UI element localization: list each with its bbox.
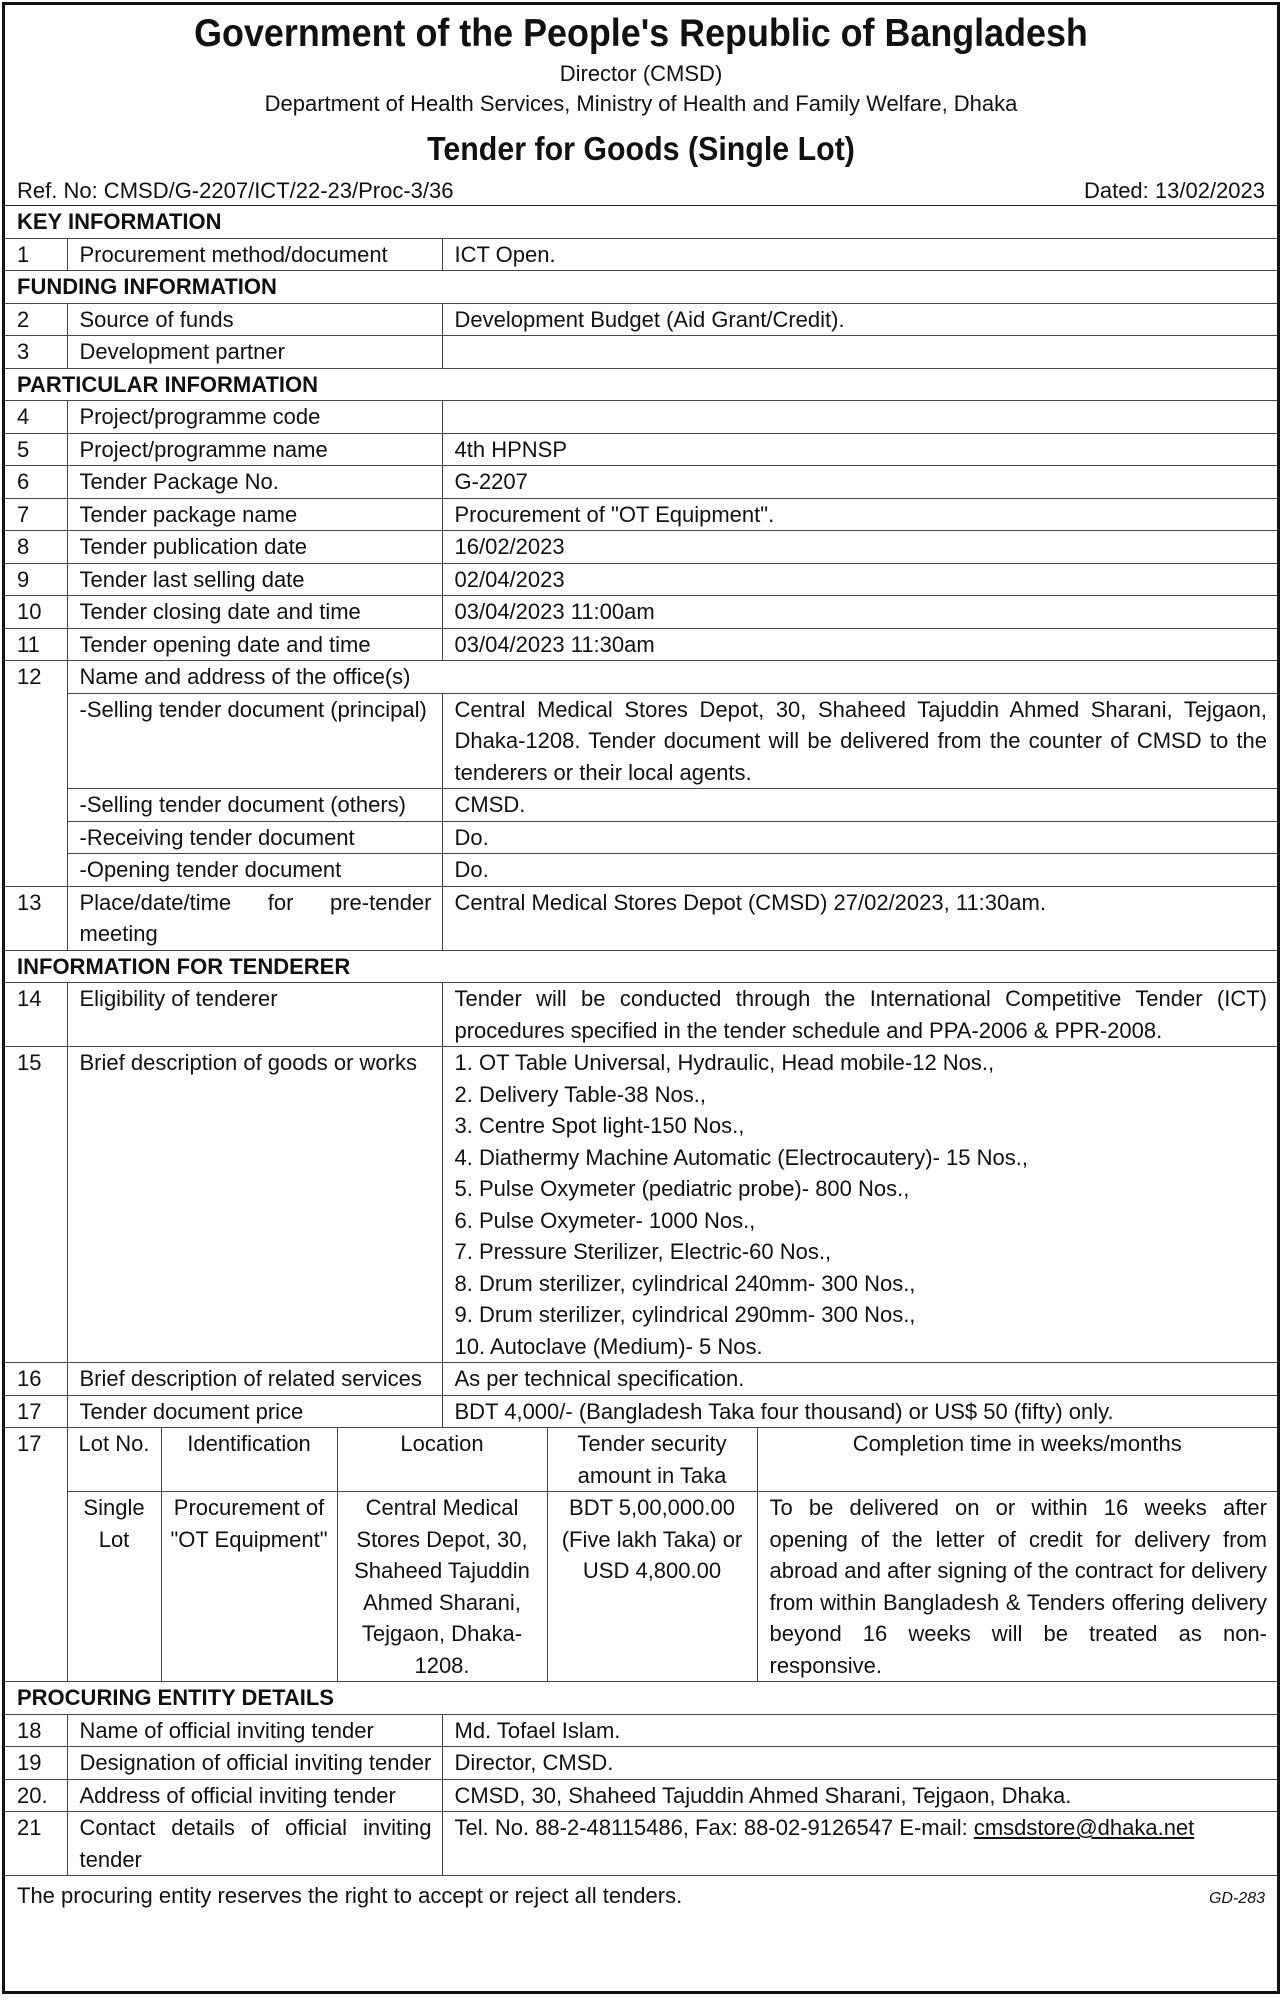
row-value: G-2207 — [442, 466, 1277, 499]
row-label: Tender last selling date — [67, 563, 442, 596]
table-row — [5, 1047, 1277, 1363]
row-value: Do. — [442, 821, 1277, 854]
row-number: 1 — [5, 238, 67, 271]
lot-table — [5, 1428, 1277, 1681]
table-row — [5, 596, 1277, 629]
section-funding-information — [5, 271, 1277, 304]
lot-table-holder — [5, 1428, 1277, 1682]
lot-row — [5, 1428, 1277, 1682]
row-label: Name and address of the office(s) — [67, 661, 1277, 694]
row-label: Tender Package No. — [67, 466, 442, 499]
table-row — [5, 1779, 1277, 1812]
table-row — [5, 1395, 1277, 1428]
row-number: 13 — [5, 886, 67, 950]
row-number-blank — [5, 789, 67, 822]
row-number: 3 — [5, 336, 67, 369]
row-label: Development partner — [67, 336, 442, 369]
row-value: Md. Tofael Islam. — [442, 1714, 1277, 1747]
row-value — [442, 401, 1277, 434]
row-value: Director, CMSD. — [442, 1747, 1277, 1780]
row-number: 7 — [5, 498, 67, 531]
identification-value: Procurement of "OT Equipment" — [161, 1492, 337, 1682]
row-number: 15 — [5, 1047, 67, 1363]
row-label: Brief description of related services — [67, 1363, 442, 1396]
row-number-blank — [5, 1492, 67, 1682]
row-value: Tender will be conducted through the International Competitive Tender (ICT) procedures specified in the tender schedule and PPA-2006 & PPR-2008. — [442, 983, 1277, 1047]
table-row — [5, 854, 1277, 887]
table-row — [5, 983, 1277, 1047]
row-value: 16/02/2023 — [442, 531, 1277, 564]
section-particular-information — [5, 368, 1277, 401]
section-procuring-entity-details — [5, 1682, 1277, 1715]
row-label: Eligibility of tenderer — [67, 983, 442, 1047]
table-row — [5, 789, 1277, 822]
table-row — [5, 1812, 1277, 1876]
row-number: 16 — [5, 1363, 67, 1396]
lot-data-row — [5, 1492, 1277, 1682]
row-number: 17 — [5, 1395, 67, 1428]
reference-line — [5, 177, 1277, 206]
row-number: 17 — [5, 1428, 67, 1492]
row-value: As per technical specification. — [442, 1363, 1277, 1396]
row-number: 9 — [5, 563, 67, 596]
row-label: Tender publication date — [67, 531, 442, 564]
row-value: CMSD. — [442, 789, 1277, 822]
table-row — [5, 1363, 1277, 1396]
row-value: 03/04/2023 11:00am — [442, 596, 1277, 629]
row-label: -Selling tender document (principal) — [67, 693, 442, 789]
table-row — [5, 433, 1277, 466]
row-value: Development Budget (Aid Grant/Credit). — [442, 303, 1277, 336]
row-label: -Opening tender document — [67, 854, 442, 887]
table-row — [5, 303, 1277, 336]
row-number: 18 — [5, 1714, 67, 1747]
table-row — [5, 886, 1277, 950]
table-row — [5, 563, 1277, 596]
row-label: Name of official inviting tender — [67, 1714, 442, 1747]
row-label: Tender package name — [67, 498, 442, 531]
row-value — [442, 336, 1277, 369]
row-label: Tender document price — [67, 1395, 442, 1428]
section-title: FUNDING INFORMATION — [5, 271, 1277, 304]
footer-note: The procuring entity reserves the right to accept or reject all tenders. — [17, 1883, 683, 1908]
security-value: BDT 5,00,000.00 (Five lakh Taka) or USD 4,800.00 — [547, 1492, 757, 1682]
table-row — [5, 336, 1277, 369]
row-number: 5 — [5, 433, 67, 466]
row-label: Project/programme code — [67, 401, 442, 434]
list-item: 4. Diathermy Machine Automatic (Electrocautery)- 15 Nos., — [454, 1144, 1028, 1170]
row-number: 6 — [5, 466, 67, 499]
section-information-for-tenderer — [5, 950, 1277, 983]
lot-header-lot: Lot No. — [67, 1428, 161, 1492]
section-key-information — [5, 206, 1277, 238]
list-item: 3. Centre Spot light-150 Nos., — [454, 1113, 745, 1138]
row-value: CMSD, 30, Shaheed Tajuddin Ahmed Sharani, Tejgaon, Dhaka. — [442, 1779, 1277, 1812]
row-number-blank — [5, 821, 67, 854]
location-value: Central Medical Stores Depot, 30, Shaheed Tajuddin Ahmed Sharani, Tejgaon, Dhaka-1208. — [337, 1492, 547, 1682]
row-label: Procurement method/document — [67, 238, 442, 271]
row-label: Brief description of goods or works — [67, 1047, 442, 1363]
table-row — [5, 531, 1277, 564]
table-row — [5, 628, 1277, 661]
section-title: INFORMATION FOR TENDERER — [5, 950, 1277, 983]
table-row — [5, 1714, 1277, 1747]
lot-header-location: Location — [337, 1428, 547, 1492]
goods-list — [442, 1047, 1277, 1363]
lot-header-identification: Identification — [161, 1428, 337, 1492]
lot-value: Single Lot — [67, 1492, 161, 1682]
table-row — [5, 466, 1277, 499]
row-label: Place/date/time for pre-tender meeting — [67, 886, 442, 950]
dated: Dated: 13/02/2023 — [1083, 178, 1265, 203]
list-item: 2. Delivery Table-38 Nos., — [454, 1081, 706, 1107]
row-label: Address of official inviting tender — [67, 1779, 442, 1812]
reference-number: Ref. No: CMSD/G-2207/ICT/22-23/Proc-3/36 — [17, 178, 454, 203]
row-value: Do. — [442, 854, 1277, 887]
section-title: KEY INFORMATION — [5, 206, 1277, 238]
list-item: 5. Pulse Oxymeter (pediatric probe)- 800 Nos., — [454, 1176, 910, 1201]
row-number: 19 — [5, 1747, 67, 1780]
row-label: Contact details of official inviting tender — [67, 1812, 442, 1876]
table-row — [5, 821, 1277, 854]
table-row — [5, 661, 1277, 694]
list-item: 7. Pressure Sterilizer, Electric-60 Nos., — [454, 1239, 832, 1264]
row-label: Source of funds — [67, 303, 442, 336]
email-link[interactable]: cmsdstore@dhaka.net — [973, 1815, 1195, 1840]
row-number: 14 — [5, 983, 67, 1047]
row-value: BDT 4,000/- (Bangladesh Taka four thousand) or US$ 50 (fifty) only. — [442, 1395, 1277, 1428]
row-number-blank — [5, 693, 67, 789]
office-name: Director (CMSD) — [559, 61, 723, 86]
row-number: 11 — [5, 628, 67, 661]
row-value: 02/04/2023 — [442, 563, 1277, 596]
table-row — [5, 1747, 1277, 1780]
lot-header-security: Tender security amount in Taka — [547, 1428, 757, 1492]
government-title: Government of the People's Republic of Bangladesh — [194, 12, 1088, 55]
notice-header — [5, 9, 1277, 171]
row-value: 03/04/2023 11:30am — [442, 628, 1277, 661]
table-row — [5, 238, 1277, 271]
row-number: 2 — [5, 303, 67, 336]
table-row — [5, 401, 1277, 434]
row-label: Designation of official inviting tender — [67, 1747, 442, 1780]
contact-text: Tel. No. 88-2-48115486, Fax: 88-02-9126547 E-mail: — [454, 1815, 974, 1840]
row-value: Procurement of "OT Equipment". — [442, 498, 1277, 531]
row-label: Tender opening date and time — [67, 628, 442, 661]
completion-value: To be delivered on or within 16 weeks after opening of the letter of credit for delivery from abroad and after signing of the contract for delivery from within Bangladesh & Tenders offering delivery beyond 16 weeks will be treated as non-responsive. — [757, 1492, 1277, 1682]
row-label: Tender closing date and time — [67, 596, 442, 629]
table-row — [5, 498, 1277, 531]
section-title: PROCURING ENTITY DETAILS — [5, 1682, 1277, 1715]
tender-table — [5, 206, 1277, 1876]
department-name: Department of Health Services, Ministry of Health and Family Welfare, Dhaka — [264, 91, 1018, 116]
row-number: 21 — [5, 1812, 67, 1876]
row-label: -Receiving tender document — [67, 821, 442, 854]
list-item: 1. OT Table Universal, Hydraulic, Head mobile-12 Nos., — [454, 1050, 995, 1075]
lot-header-row — [5, 1428, 1277, 1492]
row-label: Project/programme name — [67, 433, 442, 466]
row-value: Central Medical Stores Depot, 30, Shaheed Tajuddin Ahmed Sharani, Tejgaon, Dhaka-1208. Tender document will be delivered from the counter of CMSD to the tenderers or their local agents. — [442, 693, 1277, 789]
row-number: 20. — [5, 1779, 67, 1812]
table-row — [5, 693, 1277, 789]
lot-header-completion: Completion time in weeks/months — [757, 1428, 1277, 1492]
footer — [5, 1876, 1277, 1919]
list-item: 10. Autoclave (Medium)- 5 Nos. — [454, 1333, 763, 1359]
list-item: 9. Drum sterilizer, cylindrical 290mm- 300 Nos., — [454, 1302, 916, 1327]
tender-title: Tender for Goods (Single Lot) — [427, 130, 855, 167]
footer-code: GD-283 — [1208, 1890, 1265, 1907]
row-number: 12 — [5, 661, 67, 694]
row-value: 4th HPNSP — [442, 433, 1277, 466]
row-value: Central Medical Stores Depot (CMSD) 27/02/2023, 11:30am. — [442, 886, 1277, 950]
row-number: 10 — [5, 596, 67, 629]
section-title: PARTICULAR INFORMATION — [5, 368, 1277, 401]
row-number: 4 — [5, 401, 67, 434]
list-item: 8. Drum sterilizer, cylindrical 240mm- 300 Nos., — [454, 1270, 916, 1296]
list-item: 6. Pulse Oxymeter- 1000 Nos., — [454, 1207, 756, 1233]
row-number-blank — [5, 854, 67, 887]
row-label: -Selling tender document (others) — [67, 789, 442, 822]
row-number: 8 — [5, 531, 67, 564]
row-value: ICT Open. — [442, 238, 1277, 271]
tender-notice — [2, 2, 1280, 1994]
row-value — [442, 1812, 1277, 1876]
